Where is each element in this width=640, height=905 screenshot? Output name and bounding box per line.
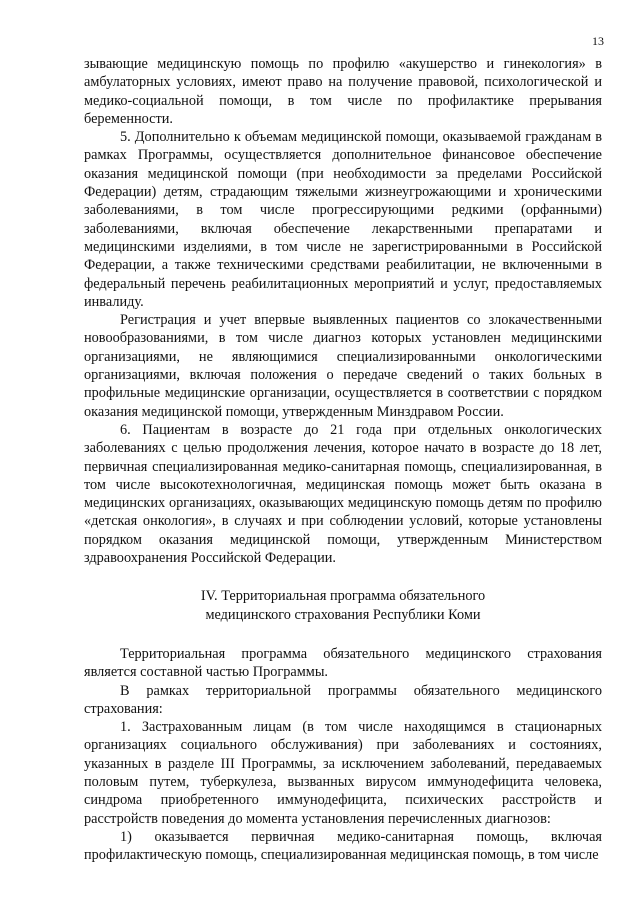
paragraph-subitem-1: 1) оказывается первичная медико-санитарная помощь, включая профилактическую помощь, специализированная медицинская помощь, в том числе bbox=[84, 828, 602, 864]
page-number: 13 bbox=[592, 34, 604, 48]
paragraph-territorial-program: Территориальная программа обязательного медицинского страхования является составной частью Программы. bbox=[84, 645, 602, 681]
paragraph-continuation: зывающие медицинскую помощь по профилю «акушерство и гинекология» в амбулаторных условиях, имеют право на получение правовой, психологической и медико-социальной помощи, в том числе по профилактике прерывания беременности. bbox=[84, 56, 602, 127]
paragraph-item-6: 6. Пациентам в возрасте до 21 года при отдельных онкологических заболеваниях с целью продолжения лечения, которое начато в возрасте до 18 лет, первичная специализированная медико-санитарная помощь, специализированная, в том числе высокотехнологичная, медицинская помощь может быть оказана в медицинских организациях, оказывающих медицинскую помощь детям по профилю «детская онкология», в случаях и при соблюдении условий, которые установлены порядком оказания медицинской помощи, утвержденным Министерством здравоохранения Российской Федерации. bbox=[84, 421, 602, 567]
paragraph-within-program: В рамках территориальной программы обязательного медицинского страхования: bbox=[84, 682, 602, 717]
section-heading-line-2: медицинского страхования Республики Коми bbox=[205, 606, 481, 623]
paragraph-registration: Регистрация и учет впервые выявленных пациентов со злокачественными новообразованиями, в том числе диагноз которых установлен медицинскими организациями, не являющимися специализированными онкологическими организациями, включая положения о передаче сведений о таких больных в профильные медицинские организации, осуществляется в соответствии с порядком оказания медицинской помощи, утвержденным Минздравом России. bbox=[84, 312, 602, 420]
section-heading bbox=[84, 587, 602, 624]
paragraph-item-5: 5. Дополнительно к объемам медицинской помощи, оказываемой гражданам в рамках Программы, осуществляется дополнительное финансовое обеспечение оказания медицинской помощи (при необходимости за пределами Российской Федерации) детям, страдающим тяжелыми жизнеугрожающими и хроническими заболеваниями, в том числе прогрессирующими редкими (орфанными) заболеваниями, включая обеспечение лекарственными препаратами и медицинскими изделиями, в том числе не зарегистрированными в Российской Федерации, а также техническими средствами реабилитации, не включенными в федеральный перечень реабилитационных мероприятий и услуг, предоставляемых инвалиду. bbox=[84, 129, 602, 310]
paragraph-item-1: 1. Застрахованным лицам (в том числе находящимся в стационарных организациях социального обслуживания) при заболеваниях и состояниях, указанных в разделе III Программы, за исключением заболеваний, передаваемых половым путем, туберкулеза, вызванных вирусом иммунодефицита человека, синдрома приобретенного иммунодефицита, психических расстройств и расстройств поведения до момента установления перечисленных диагнозов: bbox=[84, 719, 602, 827]
section-heading-line-1: IV. Территориальная программа обязательного bbox=[200, 588, 486, 605]
document-body bbox=[84, 55, 602, 864]
